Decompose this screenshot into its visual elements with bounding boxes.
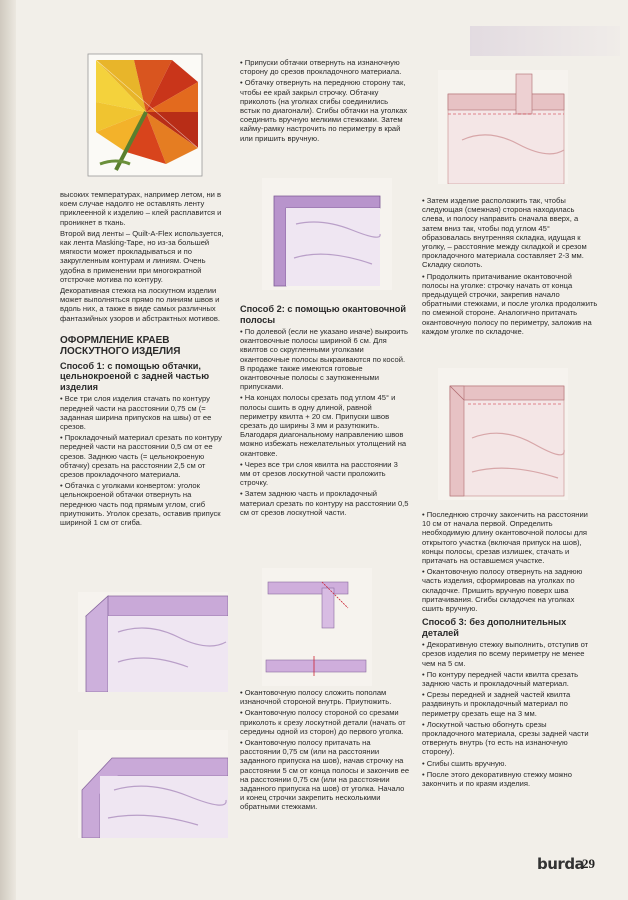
corner-facing-illustration-2: [78, 730, 228, 838]
method-2-step-3: • Через все три слоя квилта на расстоянии 3 мм от срезов лоскутной части проложить строчку.: [240, 459, 398, 488]
column-1: [60, 190, 228, 529]
decorative-band: [470, 26, 620, 56]
binding-fold-illustration-2: [438, 368, 568, 500]
column-2-method-2: [240, 300, 410, 519]
method-2-step-6: • Окантовочную полосу стороной со срезами приколоть к срезу лоскутной детали (начать от середины одной из сторон) до первого уголка.: [240, 708, 406, 736]
method-1-title: Способ 1: с помощью обтачки, цельнокроеной с задней частью изделия: [60, 360, 210, 392]
intro-paragraph-2: Второй вид ленты – Quilt-A-Flex используется, как лента Masking-Tape, но из-за большей мягкости может прокладываться и по закругленным контурам и линиям. Очень удобна в применении при многократной отстрочке мотива по контуру.: [60, 228, 224, 284]
method-2-step-4: • Затем заднюю часть и прокладочный материал срезать по контуру на расстоянии 0,5 см от срезов лоскутной части.: [240, 489, 409, 517]
method-2-title: Способ 2: с помощью окантовочной полосы: [240, 304, 407, 325]
binding-corner-illustration: [262, 178, 392, 290]
section-heading: ОФОРМЛЕНИЕ КРАЕВ ЛОСКУТНОГО ИЗДЕЛИЯ: [60, 334, 181, 357]
column-3-top: [422, 196, 598, 338]
burda-logo: burda: [537, 855, 585, 873]
method-3-step-4: • Лоскутной частью обогнуть срезы прокладочного материала, срезы задней части отвернуть внутрь (то есть на изнаночную сторону).: [422, 719, 589, 757]
method-2-step-2: • На концах полосы срезать под углом 45° и полосы сшить в одну длиной, равной периметру квилта + 20 см. Припуски швов срезать до ширины 3 мм и разутюжить. Благодаря диагональному направлению швов можно избежать нежелательных утолщений на окантовке.: [240, 393, 407, 458]
page-gutter: [0, 0, 16, 900]
method-2-step-9: • Продолжить притачивание окантовочной полосы на уголке: строчку начать от конца предыдущей строчки, закрепив начало обратными стежками, и после уголка продолжить по смежной стороне. Аналогично притачать окантовочную полосу по периметру, заложив на каждом уголке по складочке.: [422, 271, 598, 336]
column-3-bottom: [422, 510, 598, 790]
intro-paragraph-1: высоких температурах, например летом, ни в коем случае надолго не оставлять ленту приклеенной к изделию – клей расплавится и проникнет в ткань.: [60, 190, 222, 227]
method-2-step-1: • По долевой (если не указано иначе) выкроить окантовочные полосы шириной 6 см. Для квилтов со скругленными уголками окантовочные полосы выкраиваются по косой. В продаже также имеются готовые окантовочные полосы с заутюженными припусками.: [240, 327, 408, 392]
corner-facing-illustration-1: [78, 592, 228, 692]
method-3-step-2: • По контуру передней части квилта срезать заднюю часть и прокладочный материал.: [422, 669, 579, 689]
intro-paragraph-3: Декоративная стежка на лоскутном изделии может выполняться прямо по линиям швов и вдоль них, а также в виде самых различных фантазийных узоров и абстрактных мотивов.: [60, 286, 221, 323]
leaf-quilt-illustration: [86, 52, 204, 178]
column-2-top: [240, 58, 410, 145]
method-2-step-7: • Окантовочную полосу притачать на расстоянии 0,75 см (или на расстоянии заданного припуска на шов), начав строчку на расстоянии 5 см от конца полосы и закончив ее на расстоянии 0,75 см (или на расстоянии заданного припуска на шов) от уголка. Начало и конец строчки закрепить несколькими обратными стежками.: [240, 738, 410, 812]
method-3-step-5: • Сгибы сшить вручную.: [422, 758, 507, 768]
method-2-step-5: • Окантовочную полосу сложить пополам изнаночной стороной внутрь. Приутюжить.: [240, 688, 392, 707]
method-1-step-1: • Все три слоя изделия стачать по контуру передней части на расстоянии 0,75 см (= заданная ширина припусков на швы) от ее срезов.: [60, 394, 212, 431]
method-1-step-2: • Прокладочный материал срезать по контуру передней части на расстоянии 0,5 см от ее срезов. Заднюю часть (= цельнокроеную обтачку) срезать на расстоянии 2,5 см от срезов прокладочного материала.: [60, 433, 222, 479]
method-1-step-3: • Обтачка с уголками конвертом: уголок цельнокроеной обтачки отвернуть на переднюю часть под прямым углом, сгиб приутюжить. Уголок срезать, оставив припуск шириной 1 см от сгиба.: [60, 481, 221, 527]
method-2-step-11: • Окантовочную полосу отвернуть на заднюю часть изделия, сформировав на уголках по складочке. Пришить вручную поверх шва притачивания. Сгибы складочек на уголках сшить вручную.: [422, 567, 583, 614]
method-3-step-3: • Срезы передней и задней частей квилта раздвинуть и прокладочный материал по периметру срезать еще на 3 мм.: [422, 690, 571, 718]
strip-join-illustration: [262, 568, 372, 686]
method-1-step-4: • Припуски обтачки отвернуть на изнаночную сторону до срезов прокладочного материала.: [240, 58, 402, 77]
method-3-step-1: • Декоративную стежку выполнить, отступив от срезов изделия по всему периметру не менее чем на 5 см.: [422, 640, 589, 668]
method-2-step-10: • Последнюю строчку закончить на расстоянии 10 см от начала первой. Определить необходимую длину окантовочной полосы для открытого участка (включая припуск на шов), концы полосы, срезав излишек, стачать и притачать на оставшемся участке.: [422, 510, 588, 566]
column-2-bottom: [240, 688, 410, 814]
binding-fold-illustration-1: [438, 70, 568, 184]
method-2-step-8: • Затем изделие расположить так, чтобы следующая (смежная) сторона находилась слева, и полосу направить сначала вверх, а затем вниз так, чтобы под углом 45° образовалась внутренняя складка, идущая к уголку, – расстояние между складкой и срезом прокладочного материала составляет 2-3 мм. Складку сколоть.: [422, 196, 587, 270]
method-3-title: Способ 3: без дополнительных деталей: [422, 617, 567, 638]
method-3-step-6: • После этого декоративную стежку можно закончить и по краям изделия.: [422, 769, 572, 789]
method-1-step-5: • Обтачку отвернуть на переднюю сторону так, чтобы ее край закрыл строчку. Обтачку приколоть (на уголках сгибы соединились встык по диагонали). Сгибы обтачки на уголках соединить вручную мелкими стежками. Затем кайму-рамку настрочить по периметру в край или пришить вручную.: [240, 78, 408, 143]
page-number: 29: [582, 856, 595, 871]
